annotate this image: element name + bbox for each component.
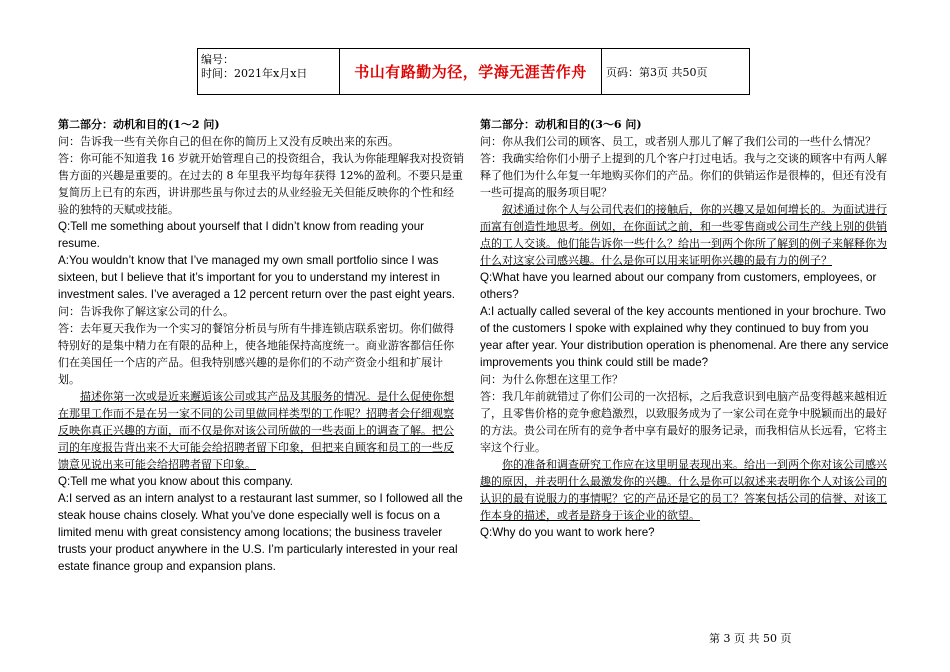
time-label: 时间：2021年x月x日 [201, 67, 308, 80]
question-en: Q:Tell me something about yourself that I didn’t know from reading your resume. [58, 220, 425, 250]
question-zh: 问：你从我们公司的顾客、员工，或者别人那儿了解了我们公司的一些什么情况？ [480, 135, 876, 148]
advice-paragraph: 描述你第一次或是近来邂逅该公司或其产品及其服务的情况。是什么促使你想在那里工作而不是在另一家不同的公司里做同样类型的工作呢？招聘者会仔细观察反映你真正兴趣的方面，而不仅是你对该公司所做的一些表面上的调查了解。把公司的年度报告背出来不大可能会给招聘者留下印象，但把来自顾客和员工的一些反馈意见说出来可能会给招聘者留下印象。 [58, 390, 454, 471]
right-column [480, 116, 893, 541]
answer-en: A:I actually called several of the key accounts mentioned in your brochure. Two of the customers I spoke with explained why they continued to buy from you year after year. Your distribution operation is phenomenal. Are there any service improvements you think could still be made? [480, 305, 889, 369]
answer-zh: 答：我几年前就错过了你们公司的一次招标，之后我意识到电脑产品变得越来越相近了，且零售价格的竞争愈趋激烈，以致服务成为了一家公司在竞争中脱颖而出的最好的方法。贵公司在所有的竞争者中享有最好的服务记录，而我相信从长远看，它将主宰这个行业。 [480, 390, 887, 454]
advice-paragraph: 叙述通过你个人与公司代表们的接触后，你的兴趣又是如何增长的。为面试进行而富有创造性地思考。例如，在你面试之前，和一些零售商或公司生产线上别的供销点的工人交谈。他们能告诉你一些什么？给出一到两个你所了解到的例子来解释你为什么对这家公司感兴趣。什么是你可以用来证明你兴趣的最有力的例子？ [480, 203, 887, 267]
question-zh: 问：告诉我你了解这家公司的什么。 [58, 305, 234, 318]
page-info: 页码：第3页 共50页 [606, 65, 708, 79]
question-zh: 问：告诉我一些有关你自己的但在你的简历上又没有反映出来的东西。 [58, 135, 399, 148]
left-column [58, 116, 464, 575]
advice-paragraph: 你的准备和调查研究工作应在这里明显表现出来。给出一到两个你对该公司感兴趣的原因，并表明什么最激发你的兴趣。什么是你可以叙述来表明你个人对该公司的认识的最有说服力的事情呢？它的产品还是它的员工？答案包括公司的信誉、对该工作本身的描述，或者是跻身于该企业的欲望。 [480, 458, 887, 522]
header-table [197, 48, 750, 95]
motto: 书山有路勤为径，学海无涯苦作舟 [340, 49, 602, 94]
number-label: 编号： [201, 53, 234, 66]
question-en: Q:Tell me what you know about this company. [58, 475, 293, 488]
question-en: Q:What have you learned about our company from customers, employees, or others? [480, 271, 877, 301]
answer-zh: 答：去年夏天我作为一个实习的餐馆分析员与所有牛排连锁店联系密切。你们做得特别好的是集中精力在有限的品种上，使各地能保持高度统一。商业游客都信任你们在美国任一个店的产品。但我特别感兴趣的是你们的不动产资金小组和扩展计划。 [58, 322, 454, 386]
header-meta-cell [198, 49, 340, 94]
page-footer: 第 3 页 共 50 页 [709, 632, 792, 645]
question-en: Q:Why do you want to work here? [480, 526, 655, 539]
question-zh: 问：为什么你想在这里工作？ [480, 373, 623, 386]
section-title: 第二部分：动机和目的(1～2 问) [58, 118, 220, 131]
answer-zh: 答：你可能不知道我 16 岁就开始管理自己的投资组合，我认为你能理解我对投资销售方面的兴趣是重要的。在过去的 8 年里我平均每年获得 12%的盈利。不要只是重复简历上已有的东西，讲讲那些虽与你过去的从业经验无关但能反映你的个性和经验的独特的天赋或技能。 [58, 152, 464, 216]
answer-zh: 答：我确实给你们小册子上提到的几个客户打过电话。我与之交谈的顾客中有两人解释了他们为什么年复一年地购买你们的产品。你们的供销运作是很棒的，但还有没有一些可提高的服务项目呢？ [480, 152, 887, 199]
section-title: 第二部分：动机和目的(3～6 问) [480, 118, 642, 131]
answer-en: A:You wouldn’t know that I’ve managed my own small portfolio since I was sixteen, but I believe that it’s important for you to understand my interest in investment sales. I’ve averaged a 12 percent return over the past eight years. [58, 254, 455, 301]
answer-en: A:I served as an intern analyst to a restaurant last summer, so I followed all the steak house chains closely. What you’ve done especially well is focus on a limited menu with great consistency among locations; the business traveler trusts your product anywhere in the U.S. I’m particularly interested in your real estate finance group and expansion plans. [58, 492, 463, 573]
